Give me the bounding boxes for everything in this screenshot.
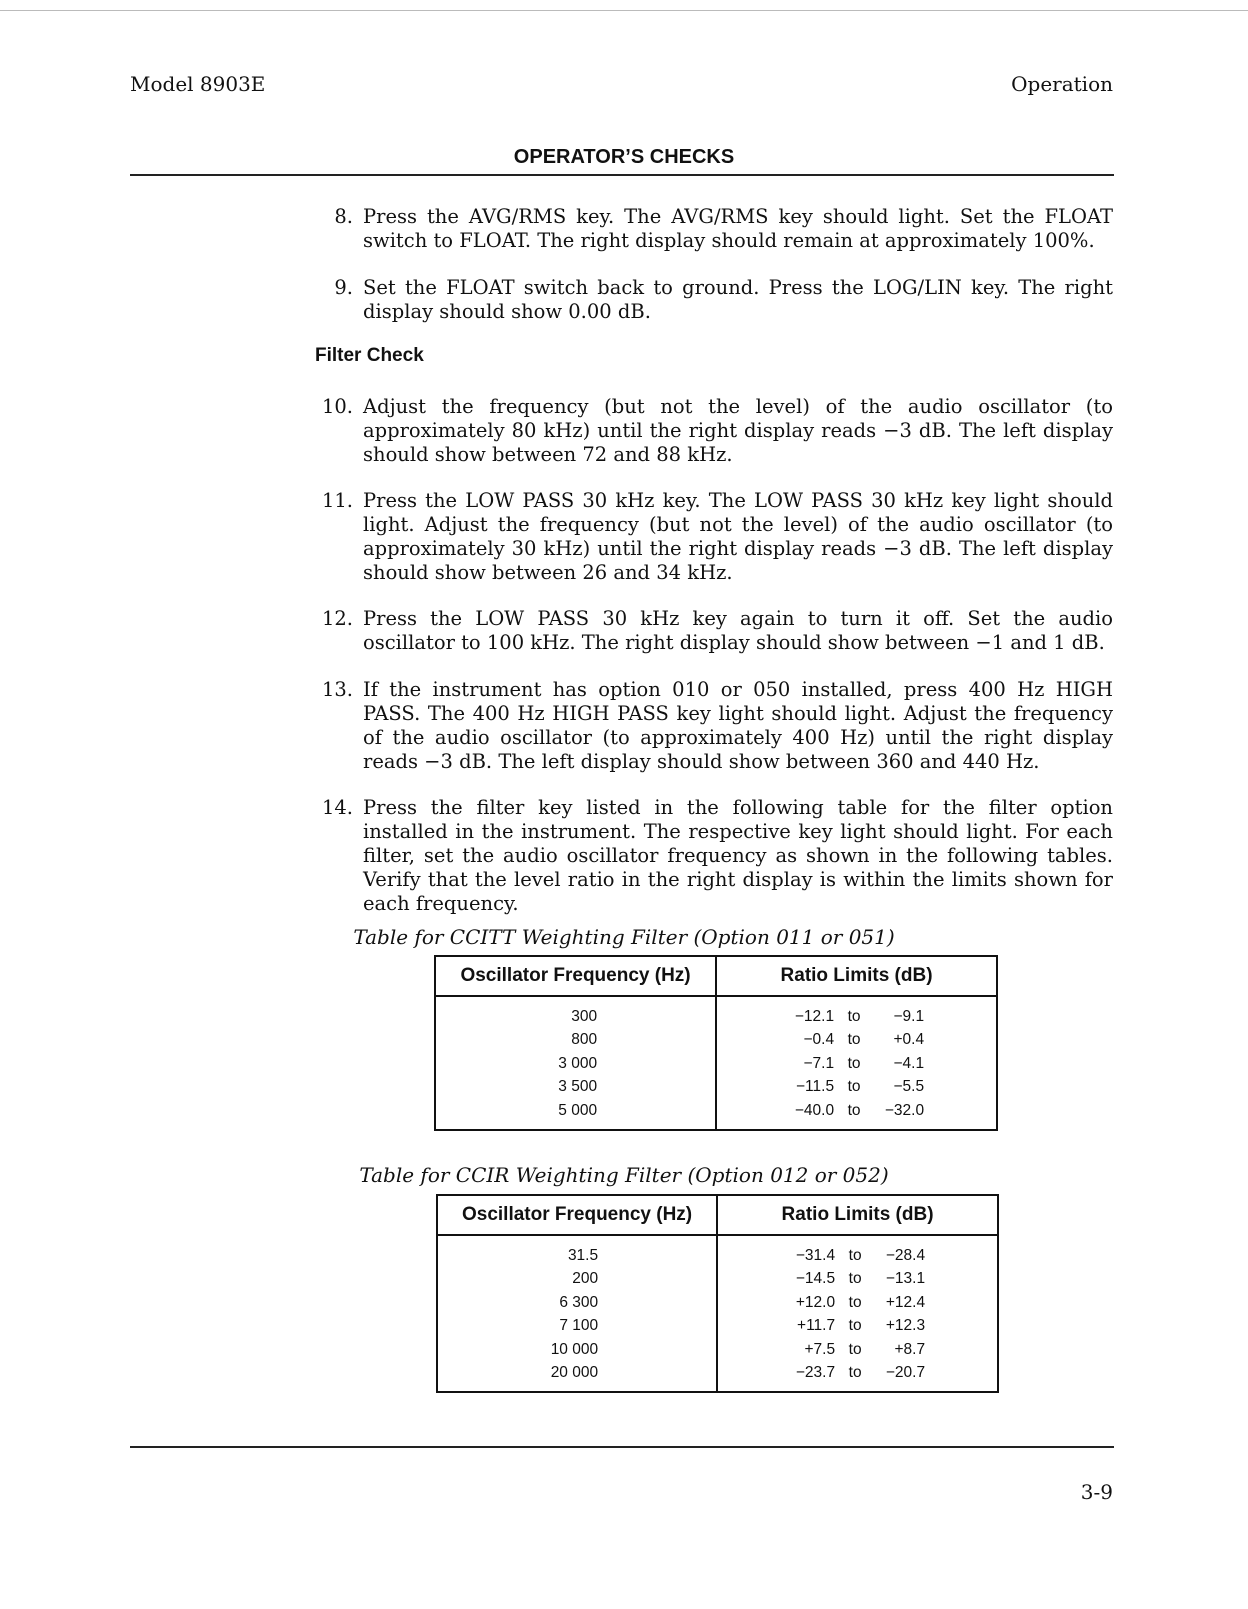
table-row [435, 1029, 997, 1053]
step-text: If the instrument has option 010 or 050 installed, press 400 Hz HIGH PASS. The 400 Hz HIGH PASS key light should light. Adjust the frequency of the audio oscillator (to approximately 400 Hz) until the right display reads −3 dB. The left display should show between 360 and 440 Hz. [363, 678, 1113, 773]
ratio-cell: +7.5 to +8.7 [717, 1338, 998, 1362]
step-9 [315, 276, 1113, 324]
frequency-cell: 800 [571, 1031, 598, 1049]
step-number: 11. [321, 489, 353, 512]
column-header-ratio: Ratio Limits (dB) [716, 956, 997, 996]
table-row [437, 1291, 998, 1315]
table-row [437, 1235, 998, 1268]
ccitt-table [434, 955, 998, 1131]
table-row [435, 996, 997, 1029]
table-row [435, 1052, 997, 1076]
step-11 [315, 489, 1113, 585]
step-13 [315, 678, 1113, 774]
frequency-cell: 5 000 [558, 1101, 598, 1119]
ratio-cell: −12.1 to −9.1 [716, 996, 997, 1029]
step-8 [315, 205, 1113, 253]
ratio-cell: −14.5 to −13.1 [717, 1268, 998, 1292]
footer-rule [130, 1446, 1114, 1448]
ccir-table [436, 1194, 999, 1393]
page-number: 3-9 [1080, 1480, 1113, 1504]
step-text: Press the LOW PASS 30 kHz key again to turn it off. Set the audio oscillator to 100 kHz. The right display should show between −1 and 1 dB. [363, 607, 1113, 654]
step-text: Press the LOW PASS 30 kHz key. The LOW PASS 30 kHz key light should light. Adjust the frequency (but not the level) of the audio oscillator (to approximately 30 kHz) until the right display reads −3 dB. The left display should show between 26 and 34 kHz. [363, 489, 1113, 584]
step-text: Adjust the frequency (but not the level) of the audio oscillator (to approximately 80 kHz) until the right display reads −3 dB. The left display should show between 72 and 88 kHz. [363, 395, 1113, 466]
ratio-cell: −31.4 to −28.4 [717, 1235, 998, 1268]
section-heading-filter-check: Filter Check [315, 345, 424, 366]
step-number: 10. [321, 395, 353, 418]
frequency-cell: 7 100 [559, 1317, 599, 1335]
ratio-cell: +12.0 to +12.4 [717, 1291, 998, 1315]
frequency-cell: 10 000 [550, 1340, 599, 1358]
step-12 [315, 607, 1113, 655]
step-text: Set the FLOAT switch back to ground. Press the LOG/LIN key. The right display should show 0.00 dB. [363, 276, 1113, 323]
frequency-cell: 3 000 [558, 1054, 598, 1072]
step-number: 13. [321, 678, 353, 701]
table-row [437, 1315, 998, 1339]
table-caption-ccitt: Table for CCITT Weighting Filter (Option 011 or 051) [353, 925, 895, 949]
table-row [435, 1099, 997, 1130]
column-header-ratio: Ratio Limits (dB) [717, 1195, 998, 1235]
page-title: OPERATOR’S CHECKS [513, 146, 735, 168]
frequency-cell: 3 500 [558, 1078, 598, 1096]
step-10 [315, 395, 1113, 467]
header-section: Operation [1011, 72, 1113, 96]
ratio-cell: −23.7 to −20.7 [717, 1362, 998, 1393]
ratio-cell: −7.1 to −4.1 [716, 1052, 997, 1076]
table-row [437, 1268, 998, 1292]
step-number: 14. [321, 796, 353, 819]
table-caption-ccir: Table for CCIR Weighting Filter (Option 012 or 052) [359, 1163, 889, 1187]
header-model: Model 8903E [130, 72, 266, 96]
frequency-cell: 200 [572, 1270, 599, 1288]
frequency-cell: 6 300 [559, 1293, 599, 1311]
table-row [435, 1076, 997, 1100]
step-number: 8. [334, 205, 353, 228]
title-rule [130, 174, 1114, 176]
step-text: Press the filter key listed in the following table for the filter option installed in the instrument. The respective key light should light. For each filter, set the audio oscillator frequency as shown in the following tables. Verify that the level ratio in the right display is within the limits shown for each frequency. [363, 796, 1113, 915]
frequency-cell: 300 [571, 1007, 598, 1025]
ratio-cell: −40.0 to −32.0 [716, 1099, 997, 1130]
table-row [437, 1362, 998, 1393]
step-number: 12. [321, 607, 353, 630]
table-row [437, 1338, 998, 1362]
frequency-cell: 31.5 [567, 1246, 599, 1264]
frequency-cell: 20 000 [550, 1364, 599, 1382]
column-header-frequency: Oscillator Frequency (Hz) [435, 956, 716, 996]
step-text: Press the AVG/RMS key. The AVG/RMS key should light. Set the FLOAT switch to FLOAT. The right display should remain at approximately 100%. [363, 205, 1113, 252]
step-14 [315, 796, 1113, 916]
column-header-frequency: Oscillator Frequency (Hz) [437, 1195, 717, 1235]
scan-top-line [0, 10, 1248, 11]
ratio-cell: −0.4 to +0.4 [716, 1029, 997, 1053]
step-number: 9. [334, 276, 353, 299]
ratio-cell: −11.5 to −5.5 [716, 1076, 997, 1100]
ratio-cell: +11.7 to +12.3 [717, 1315, 998, 1339]
